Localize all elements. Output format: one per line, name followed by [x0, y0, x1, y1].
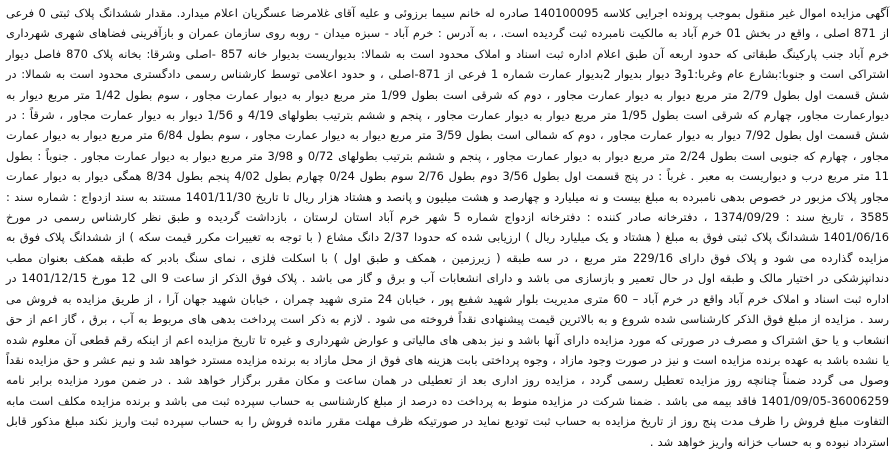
auction-notice-body: آگهی مزایده اموال غیر منقول بموجب پرونده اجرایی کلاسه 140100095 صادره له خانم سیما برزوئی و علیه آقای غلامرضا عسگریان اعلام میدارد. مقدار ششدانگ پلاک ثبتی 0 فرعی از 871 اصلی ، واقع در بخش 01 خرم آباد به مالکیت نامبرده ثبت گردیده است. ، به آدرس : خرم آباد - سبزه میدان - روبه روی سازمان عمران و بازآفرینی فضاهای شهری شهرداری خرم آباد جنب پارکینگ طبقاتی که حدود اربعه آن طبق اعلام اداره ثبت اسناد و املاک محدود است به شمالا: بدیواریست بدیوار خانه 857 -اصلی وشرقا: بخانه پلاک 870 فاصل دیوار اشتراکی است و جنوبا:بشارع عام وغربا:1و3 دیوار بدیوار 2بدیوار عمارت شماره 1 فرعی از 871-اصلی ، و حدود اعلامی توسط کارشناس رسمی دادگستری محدود است به شمالا: در شش قسمت اول بطول 2/79 متر مربع دیوار به دیوار عمارت مجاور ، دوم که شرقی است بطول 1/99 متر مربع دیوار به دیوار عمارت مجاور ، سوم بطول 1/42 متر مربع دیوار به دیوارعمارت مجاور، چهارم که شرقی است بطول 1/95 متر مربع دیوار به دیوار عمارت مجاور ، پنجم و ششم بترتیب بطولهای 4/19 و 1/56 دیوار به دیوار عمارت مجاور ، شرقاً : در شش قسمت اول بطول 7/92 دیوار به دیوار عمارت مجاور ، دوم که شمالی است بطول 3/59 متر مربع دیوار به دیوار عمارت مجاور ، سوم بطول 6/84 متر مربع دیوار به دیوار عمارت مجاور ، چهارم که جنوبی است بطول 2/24 متر مربع دیوار به دیوار عمارت مجاور ، پنجم و ششم بترتیب بطولهای 0/72 و 3/98 متر مربع دیوار به دیوار عمارت مجاور . جنوباً : بطول 11 متر مربع درب و دیواریست به معبر . غرباً : در پنج قسمت اول بطول 3/56 دوم بطول 2/76 سوم بطول 0/24 چهارم بطول 4/02 پنجم بطول 8/34 همگی دیوار به دیوار عمارت مجاور پلاک مزبور در خصوص بدهی نامبرده به مبلغ بیست و نه میلیارد و چهارصد و هشت میلیون و پانصد و هشتاد هزار ریال تا تاریخ 1401/11/30 مستند به سند ازدواج : شماره سند : 3585 ، تاریخ سند : 1374/09/29 ، دفترخانه صادر کننده : دفترخانه ازدواج شماره 5 شهر خرم آباد استان لرستان ، بازداشت گردیده و طبق نظر کارشناس رسمی در مورخ 1401/06/16 ششدانگ پلاک ثبتی فوق به مبلغ ( هشتاد و یک میلیارد ریال ) ارزیابی شده که حدودا 2/37 دانگ مشاع ( با توجه به تغییرات مکرر قیمت سکه ) از ششدانگ پلاک فوق به مزایده گذارده می شود و پلاک فوق دارای 229/16 متر مربع ، در سه طبقه ( زیرزمین ، همکف و طبق اول ) با اسکلت فلزی ، نمای سنگ بادبر که طبقه همکف بعنوان مطب دندانپزشکی در اختیار مالک و طبقه اول در حال تعمیر و بازسازی می باشد و دارای انشعابات آب و برق و گاز می باشد . پلاک فوق الذکر از ساعت 9 الی 12 مورخ 1401/12/15 در اداره ثبت اسناد و املاک خرم آباد واقع در خرم آباد – 60 متری مدیریت بلوار شهید شفیع پور ، خیابان 24 متری شهید چمران ، خیابان شهید جهان آرا ، از طریق مزایده به فروش می رسد . مزایده از مبلغ فوق الذکر کارشناسی شده شروع و به بالاترین قیمت پیشنهادی نقداً فروخته می شود . لازم به ذکر است پرداخت بدهی های مربوط به آب ، برق ، گاز اعم از حق انشعاب و یا حق اشتراک و مصرف در صورتی که مورد مزایده دارای آنها باشد و نیز بدهی های مالیاتی و عوارض شهرداری و غیره تا تاریخ مزایده اعم از اینکه رقم قطعی آن معلوم شده یا نشده باشد به عهده برنده مزایده است و نیز در صورت وجود مازاد ، وجوه پرداختی بابت هزینه های فوق از محل مازاد به برنده مزایده مسترد خواهد شد و نیم عشر و حق مزایده نقداً وصول می گردد ضمناً چنانچه روز مزایده تعطیل رسمی گردد ، مزایده روز اداری بعد از تعطیلی در همان ساعت و مکان مقرر برگزار خواهد شد . در ضمن مورد مزایده برابر نامه 36006259-1401/09/05 فاقد بیمه می باشد . ضمنا شرکت در مزایده منوط به پرداخت ده درصد از مبلغ کارشناسی به حساب سپرده ثبت می باشد و برنده مزایده مکلف است مابه التفاوت مبلغ فروش را ظرف مدت پنج روز از تاریخ مزایده به حساب ثبت تودیع نماید در صورتیکه ظرف مهلت مقرر مانده فروش را به حساب سپرده ثبت واریز نکند مبلغ مذکور قابل استرداد نبوده و به حساب خزانه واریز خواهد شد .: [6, 6, 890, 449]
